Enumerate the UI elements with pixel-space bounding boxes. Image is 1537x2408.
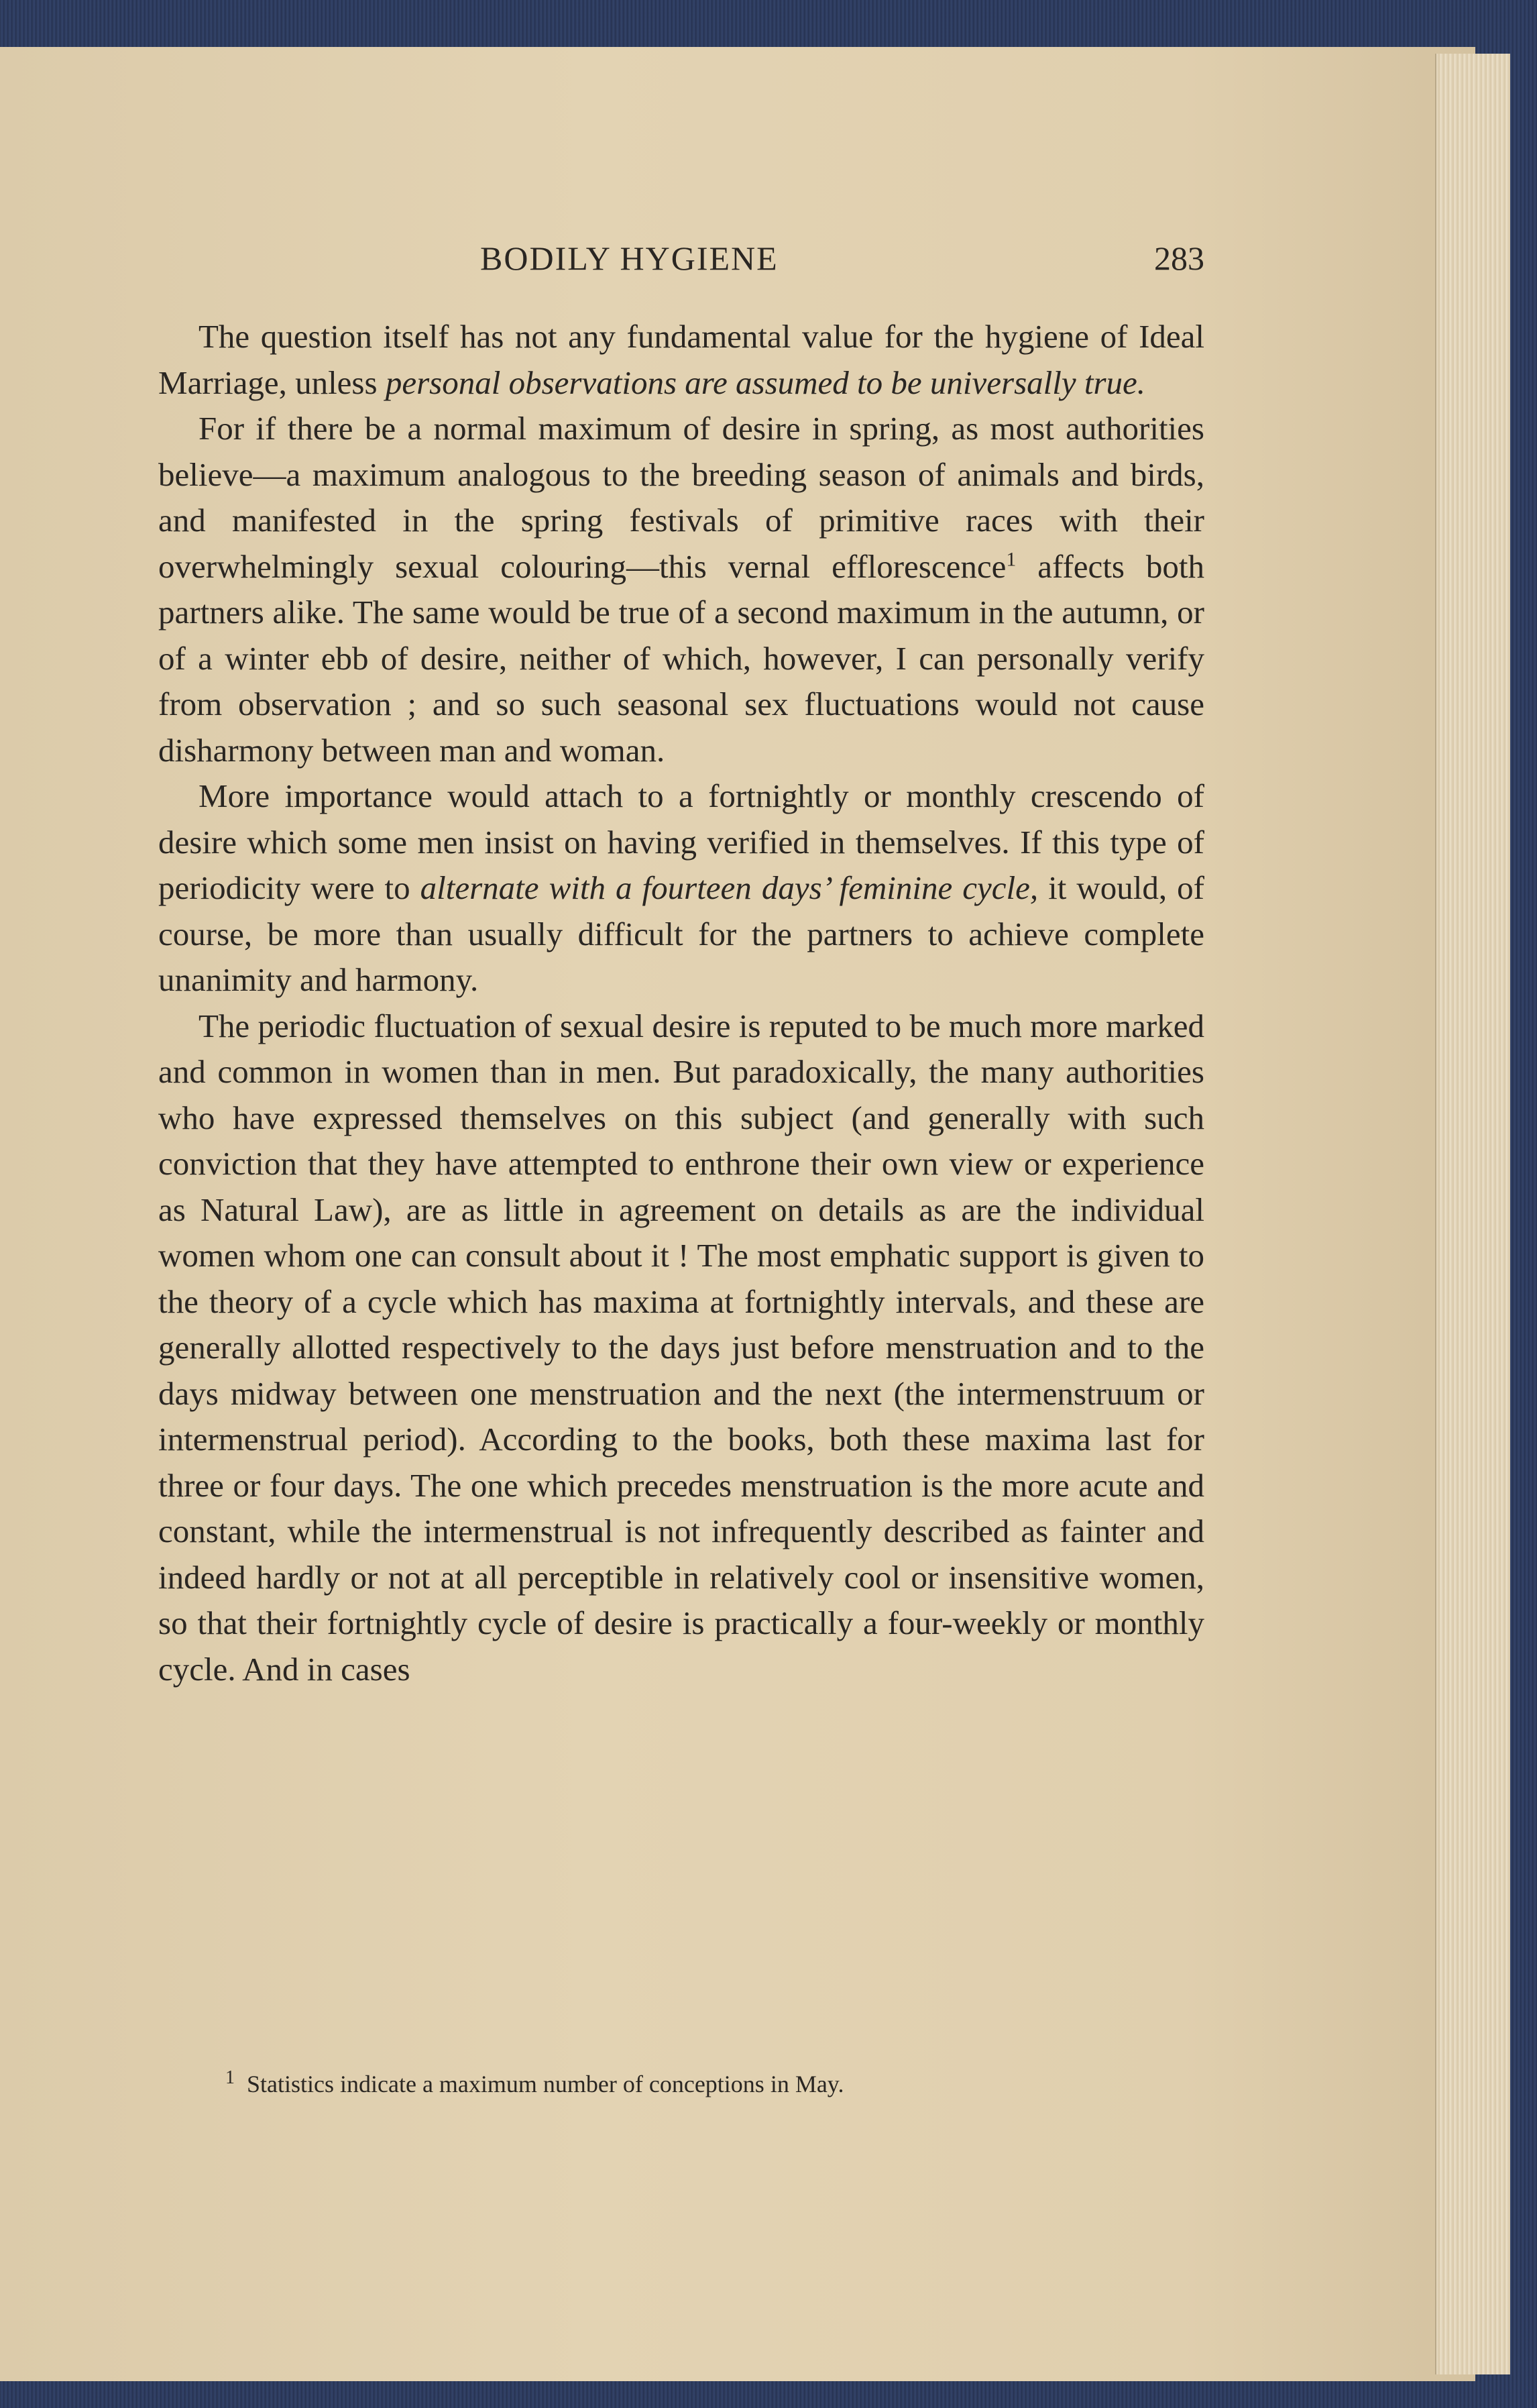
running-head: BODILY HYGIENE [480, 239, 779, 277]
text-run: affects both partners alike. The same would be true of a second maximum in the autumn, or of a winter ebb of desire, neither of which, however, I can personally verify from observation ; and so such seasonal sex fluctuations would not cause disharmony between man and woman. [158, 547, 1204, 769]
italic-run: alternate with a fourteen days’ feminine cycle, [420, 869, 1039, 906]
text-run: The periodic fluctuation of sexual desire is reputed to be much more marked and common in women than in men. But paradoxically, the many authorities who have expressed themselves on this subject (and generally with such conviction that they have attempted to enthrone their own view or experience as Natural Law), are as little in agreement on details as are the individual women whom one can consult about it ! The most emphatic support is given to the theory of a cycle which has maxima at fortnightly intervals, and these are generally allotted respectively to the days just before menstruation and to the days midway between one menstruation and the next (the intermenstruum or intermenstrual period). According to the books, both these maxima last for three or four days. The one which precedes menstruation is the more acute and constant, while the intermenstrual is not infrequently described as fainter and indeed hardly or not at all perceptible in relatively cool or insensitive women, so that their fortnightly cycle of desire is practically a four-weekly or monthly cycle. And in cases [158, 1007, 1204, 1688]
page-edges [1435, 54, 1510, 2374]
paragraph [158, 1003, 1204, 1693]
page-number: 283 [1154, 239, 1204, 277]
text-run: For if there be a normal maximum of desire in spring, as most authorities believe—a maximum analogous to the breeding season of animals and birds, and manifested in the spring festivals of primitive races with their overwhelmingly sexual colouring—this vernal efflorescence [158, 410, 1204, 585]
footnote-reference: 1 [1006, 548, 1017, 571]
paragraph [158, 314, 1204, 406]
footnote-text: Statistics indicate a maximum number of conceptions in May. [247, 2071, 844, 2097]
text-run: More importance would attach to a fortnightly or monthly crescendo of desire which some men insist on having verified in themselves. If this type of periodicity were to [158, 777, 1204, 906]
page-header [158, 239, 1204, 286]
paragraph [158, 773, 1204, 1003]
italic-run: personal observations are assumed to be universally true. [385, 364, 1146, 401]
text-run: it would, of course, be more than usually difficult for the partners to achieve complete unanimity and harmony. [158, 869, 1204, 998]
body-text [158, 314, 1204, 1692]
footnote [225, 2067, 1204, 2098]
paragraph [158, 406, 1204, 773]
footnote-mark: 1 [225, 2067, 235, 2088]
text-run: The question itself has not any fundamental value for the hygiene of Ideal Marriage, unless [158, 318, 1204, 401]
